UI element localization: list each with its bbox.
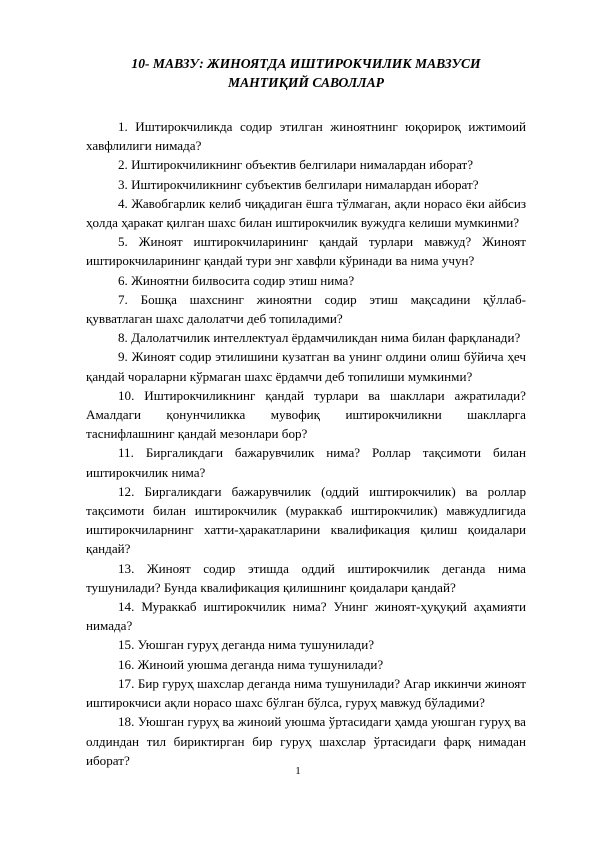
question-item: 14. Мураккаб иштирокчилик нима? Унинг жиноят-ҳуқуқий аҳамияти нимада? bbox=[86, 599, 526, 634]
question-item: 5. Жиноят иштирокчиларининг қандай турлари мавжуд? Жиноят иштирокчиларининг қандай тури энг хавфли кўринади ва нима учун? bbox=[86, 234, 526, 269]
page-title bbox=[86, 54, 526, 92]
question-item: 18. Уюшган гуруҳ ва жиноий уюшма ўртасидаги ҳамда уюшган гуруҳ ва олдиндан тил бириктирган бир гуруҳ шахслар ўртасидаги фарқ нимадан иборат? bbox=[86, 714, 526, 768]
question-item: 4. Жавобгарлик келиб чиқадиган ёшга тўлмаган, ақли норасо ёки айбсиз ҳолда ҳаракат қилган шахс билан иштирокчилик вужудга келиши мумкинми? bbox=[86, 195, 526, 231]
question-item: 17. Бир гуруҳ шахслар деганда нима тушунилади? Агар иккинчи жиноят иштирокчиси ақли норасо шахс бўлган бўлса, гуруҳ мавжуд бўладими? bbox=[86, 675, 526, 711]
question-item: 9. Жиноят содир этилишини кузатган ва унинг олдини олиш бўйича ҳеч қандай чораларни кўрмаган шахс ёрдамчи деб топилиши мумкинми? bbox=[86, 349, 526, 384]
question-item: 13. Жиноят содир этишда оддий иштирокчилик деганда нима тушунилади? Бунда квалификация қилишнинг қоидалари қандай? bbox=[86, 560, 526, 595]
question-item: 11. Биргаликдаги бажарувчилик нима? Роллар тақсимоти билан иштирокчилик нима? bbox=[86, 445, 526, 480]
question-item: 6. Жиноятни билвосита содир этиш нима? bbox=[118, 272, 355, 288]
question-item: 1. Иштирокчиликда содир этилган жиноятнинг юқорироқ ижтимоий хавфлилиги нимада? bbox=[86, 119, 526, 154]
question-item: 10. Иштирокчиликнинг қандай турлари ва шакллари ажратилади? Амалдаги қонунчиликка мувофиқ иштирокчиликни шаклларга таснифлашнинг қандай мезонлари бор? bbox=[86, 387, 526, 442]
question-item: 3. Иштирокчиликнинг субъектив белгилари нималардан иборат? bbox=[118, 176, 479, 192]
question-list bbox=[86, 117, 526, 770]
question-item: 7. Бошқа шахснинг жиноятни содир этиш мақсадини қўллаб-қувватлаган шахс далолатчи деб топиладими? bbox=[86, 291, 526, 327]
question-item: 2. Иштирокчиликнинг объектив белгилари нималардан иборат? bbox=[118, 157, 474, 173]
title-line-2: МАНТИҚИЙ САВОЛЛАР bbox=[228, 75, 384, 90]
page-number: 1 bbox=[295, 765, 301, 777]
question-item: 15. Уюшган гуруҳ деганда нима тушунилади? bbox=[118, 637, 375, 653]
question-item: 8. Далолатчилик интеллектуал ёрдамчиликдан нима билан фарқланади? bbox=[118, 330, 521, 346]
question-item: 12. Биргаликдаги бажарувчилик (оддий иштирокчилик) ва роллар тақсимоти билан иштирокчилик (мураккаб иштирокчилик) мавжудлигида иштирокчиларнинг хатти-ҳаракатларини квалификация қилиш қоидалари қандай? bbox=[86, 483, 526, 557]
question-item: 16. Жиноий уюшма деганда нима тушунилади? bbox=[118, 656, 384, 672]
title-line-1: 10- МАВЗУ: ЖИНОЯТДА ИШТИРОКЧИЛИК МАВЗУСИ bbox=[131, 56, 481, 71]
